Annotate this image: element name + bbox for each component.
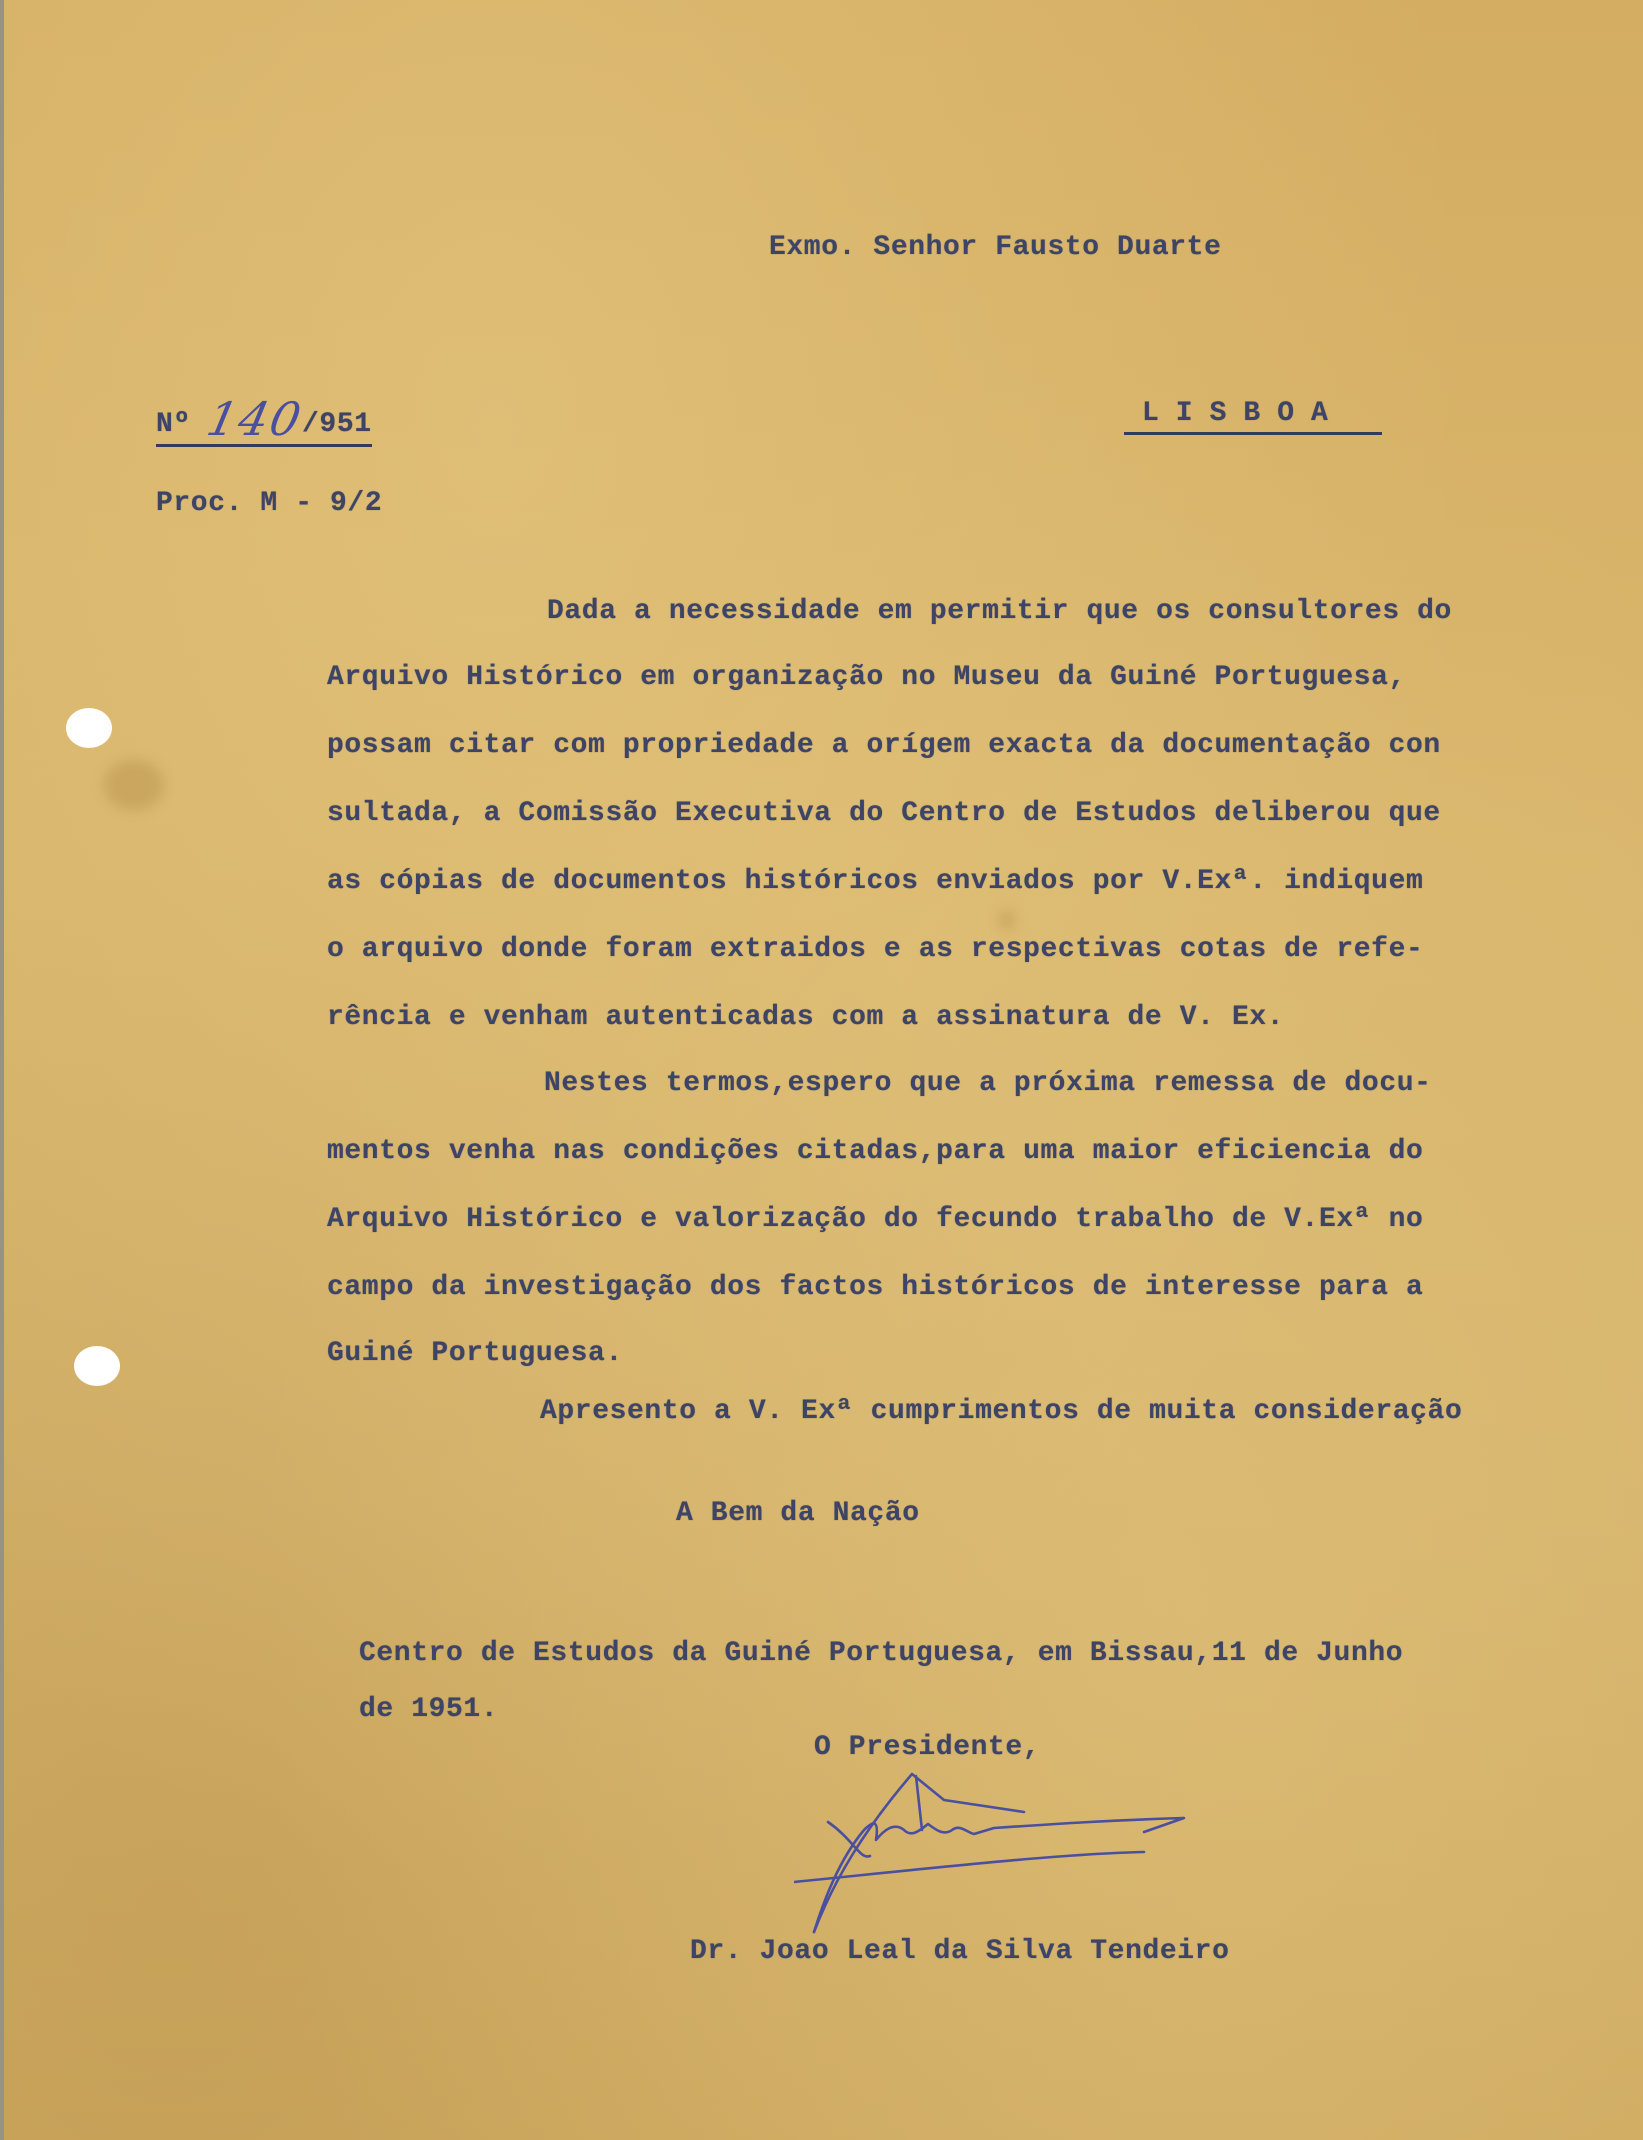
city-underline [1124, 432, 1382, 435]
paragraph-2-line: Arquivo Histórico e valorização do fecundo trabalho de V.Exª no [327, 1204, 1424, 1235]
process-reference: Proc. M - 9/2 [156, 488, 383, 519]
paragraph-2-line: Nestes termos,espero que a próxima remessa de docu- [544, 1068, 1432, 1099]
signatory-name: Dr. Joao Leal da Silva Tendeiro [690, 1936, 1230, 1967]
addressee: Exmo. Senhor Fausto Duarte [769, 232, 1222, 263]
closing-line: Apresento a V. Exª cumprimentos de muita consideração [540, 1396, 1463, 1427]
paragraph-1-line: Dada a necessidade em permitir que os consultores do [547, 596, 1452, 627]
place-date-year: de 1951. [359, 1694, 499, 1725]
signatory-title: O Presidente, [814, 1732, 1041, 1763]
paragraph-2-line: Guiné Portuguesa. [327, 1338, 623, 1369]
punch-hole [66, 708, 112, 748]
paragraph-1-line: Arquivo Histórico em organização no Museu da Guiné Portuguesa, [327, 662, 1406, 693]
handwritten-number: 140 [202, 392, 308, 446]
place-date: Centro de Estudos da Guiné Portuguesa, em Bissau,11 de Junho [359, 1638, 1404, 1669]
paragraph-2-line: campo da investigação dos factos históricos de interesse para a [327, 1272, 1424, 1303]
paragraph-1-line: as cópias de documentos históricos enviados por V.Exª. indiquem [327, 866, 1424, 897]
paper-stain [104, 760, 164, 810]
paragraph-2-line: mentos venha nas condições citadas,para uma maior eficiencia do [327, 1136, 1424, 1167]
paragraph-1-line: possam citar com propriedade a orígem exacta da documentação con [327, 730, 1441, 761]
city-heading: LISBOA [1142, 398, 1345, 429]
paragraph-1-line: sultada, a Comissão Executiva do Centro de Estudos deliberou que [327, 798, 1441, 829]
paragraph-1-line: o arquivo donde foram extraidos e as respectivas cotas de refe- [327, 934, 1424, 965]
reference-year: /951 [302, 409, 372, 440]
paragraph-1-line: rência e venham autenticadas com a assinatura de V. Ex. [327, 1002, 1285, 1033]
paper-stain [999, 910, 1015, 930]
handwritten-signature [794, 1760, 1254, 1940]
reference-number [156, 388, 372, 447]
punch-hole [74, 1346, 120, 1386]
reference-prefix: Nº [156, 409, 191, 440]
motto: A Bem da Nação [676, 1498, 920, 1529]
